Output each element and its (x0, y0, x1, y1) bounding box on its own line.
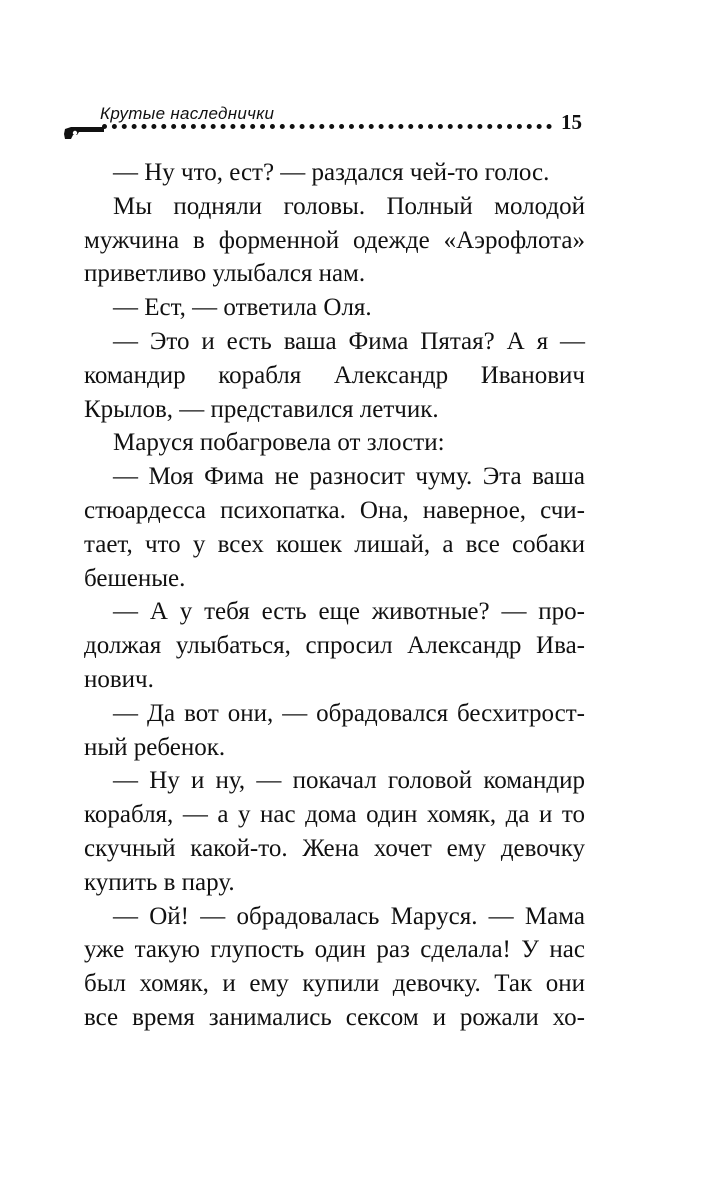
text-line: ный ребенок. (84, 733, 226, 761)
text-line: — Ну что, ест? — раздался чей-то голос. (113, 159, 550, 186)
text-line: бешеные. (84, 564, 186, 592)
text-line: был хомяк, и ему купили девочку. Так они (84, 970, 585, 998)
text-line: — Моя Фима не разносит чуму. Эта ваша (113, 463, 585, 491)
text-line: — Ой! — обрадовалась Маруся. — Мама (113, 902, 585, 930)
book-title: Крутые наследнички (100, 104, 275, 123)
text-line: приветливо улыбался нам. (84, 260, 366, 288)
text-line: — Ну и ну, — покачал головой командир (113, 767, 585, 795)
text-line: — А у тебя есть еще животные? — про- (113, 598, 585, 626)
text-line: корабля, — а у нас дома один хомяк, да и то (84, 801, 585, 829)
running-head (62, 100, 592, 140)
page-number: 15 (561, 110, 582, 134)
text-line: скучный какой-то. Жена хочет ему девочку (84, 834, 585, 862)
text-line: все время занимались сексом и рожали хо- (84, 1003, 585, 1031)
text-line: Мы подняли головы. Полный молодой (113, 192, 585, 220)
text-line: нович. (84, 665, 154, 693)
text-line: командир корабля Александр Иванович (84, 361, 585, 389)
text-line: — Это и есть ваша Фима Пятая? А я — (113, 327, 585, 355)
text-line: Маруся побагровела от злости: (113, 429, 445, 457)
text-line: стюардесса психопатка. Она, наверное, счи- (84, 496, 585, 524)
dotted-rule (102, 124, 552, 129)
text-line: купить в пару. (84, 868, 235, 896)
text-line: — Да вот они, — обрадовался бесхитрост- (113, 699, 585, 727)
text-line: должая улыбаться, спросил Александр Ива- (84, 632, 585, 660)
body-text (84, 156, 585, 1035)
text-line: уже такую глупость один раз сделала! У нас (84, 936, 585, 964)
text-line: тает, что у всех кошек лишай, а все собаки (84, 530, 585, 558)
text-line: мужчина в форменной одежде «Аэрофлота» (84, 226, 585, 254)
text-line: Крылов, — представился летчик. (84, 395, 439, 423)
text-line: — Ест, — ответила Оля. (113, 294, 372, 322)
